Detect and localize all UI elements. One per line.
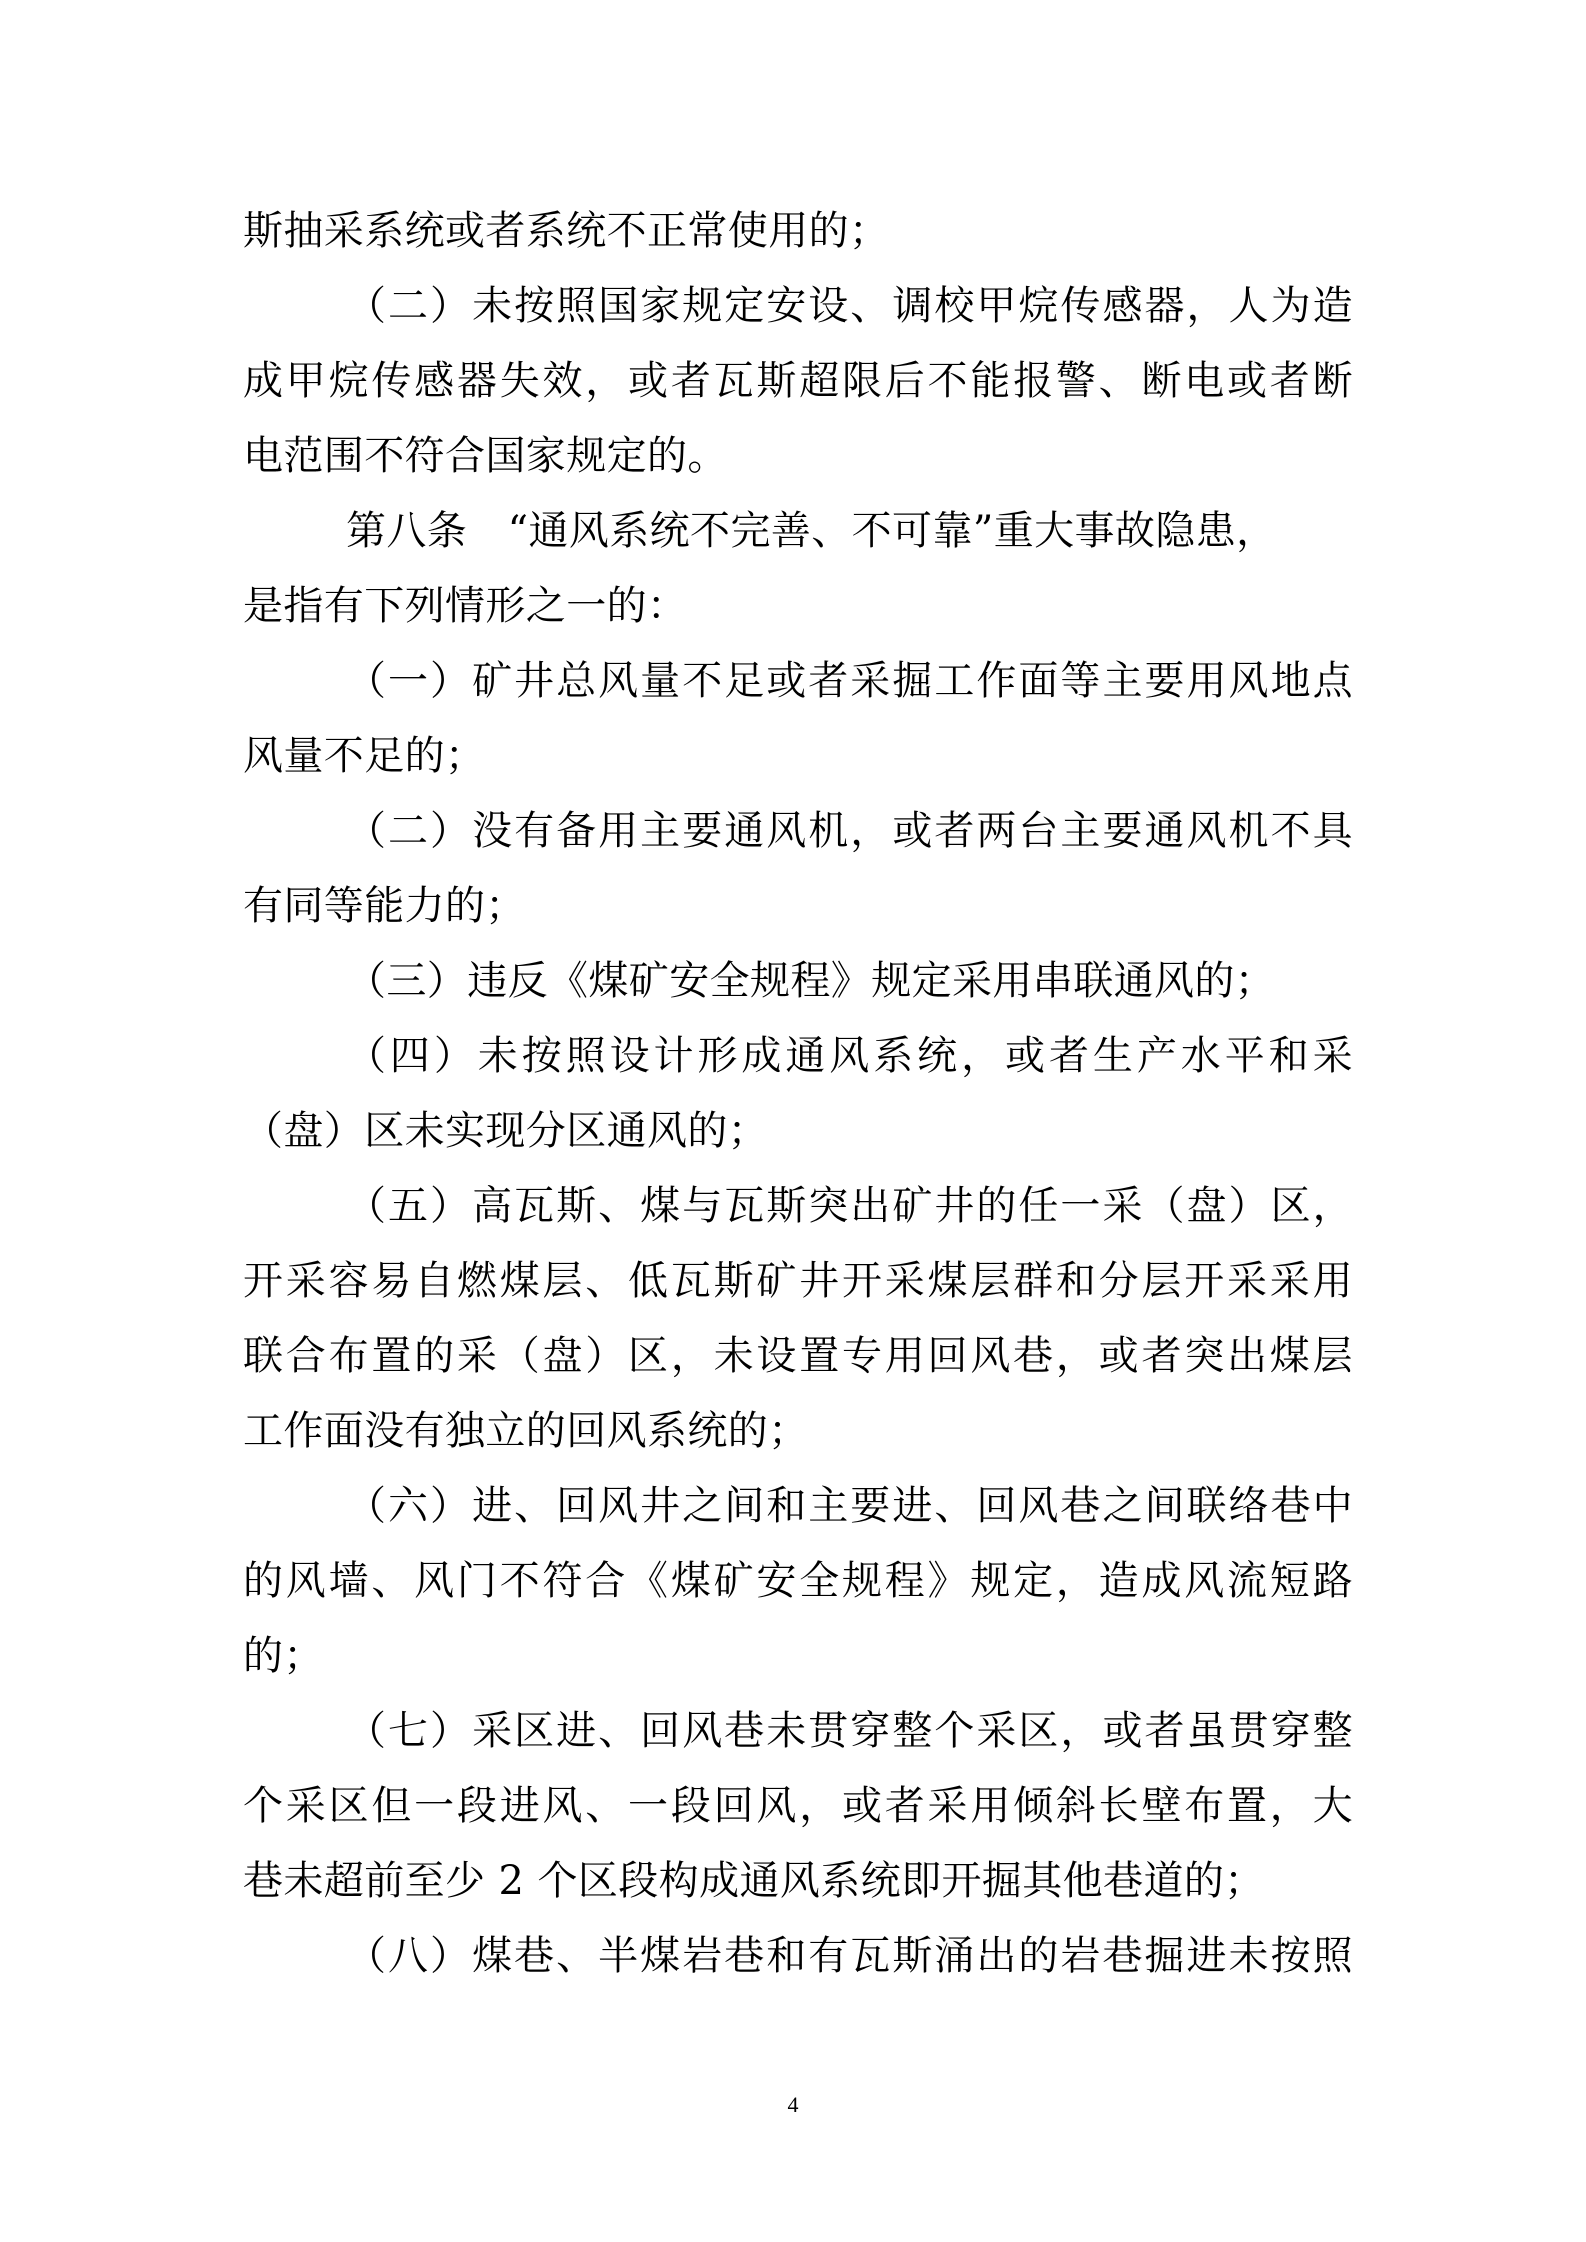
body-text <box>243 194 1353 1994</box>
text-line: 巷未超前至少 2 个区段构成通风系统即开掘其他巷道的； <box>243 1858 1265 1904</box>
text-line: （七）采区进、回风巷未贯穿整个采区，或者虽贯穿整 <box>346 1708 1353 1754</box>
text-line: （二）未按照国家规定安设、调校甲烷传感器，人为造 <box>346 283 1353 329</box>
text-line: 电范围不符合国家规定的。 <box>243 433 728 479</box>
text-line: 有同等能力的； <box>243 883 526 929</box>
text-line: 工作面没有独立的回风系统的； <box>243 1408 809 1454</box>
text-line: （五）高瓦斯、煤与瓦斯突出矿井的任一采（盘）区， <box>346 1183 1353 1229</box>
text-line: （六）进、回风井之间和主要进、回风巷之间联络巷中 <box>346 1483 1353 1529</box>
text-line: 是指有下列情形之一的： <box>243 583 688 629</box>
text-line: （八）煤巷、半煤岩巷和有瓦斯涌出的岩巷掘进未按照 <box>346 1933 1353 1979</box>
text-line: （三）违反《煤矿安全规程》规定采用串联通风的； <box>346 958 1276 1004</box>
text-line: 风量不足的； <box>243 733 486 779</box>
text-line: （四）未按照设计形成通风系统，或者生产水平和采 <box>346 1033 1353 1079</box>
article-heading-line: 第八条 “通风系统不完善、不可靠”重大事故隐患， <box>346 508 1277 554</box>
text-line: （二）没有备用主要通风机，或者两台主要通风机不具 <box>346 808 1353 854</box>
text-line: 个采区但一段进风、一段回风，或者采用倾斜长壁布置，大 <box>243 1783 1353 1829</box>
page-number: 4 <box>787 2092 799 2117</box>
text-line: （盘）区未实现分区通风的； <box>243 1108 769 1154</box>
text-line: 斯抽采系统或者系统不正常使用的； <box>243 208 890 254</box>
text-line: 的； <box>243 1633 324 1679</box>
text-line: 成甲烷传感器失效，或者瓦斯超限后不能报警、断电或者断 <box>243 358 1353 404</box>
text-line: 开采容易自燃煤层、低瓦斯矿井开采煤层群和分层开采采用 <box>243 1258 1353 1304</box>
text-line: 联合布置的采（盘）区，未设置专用回风巷，或者突出煤层 <box>243 1333 1353 1379</box>
text-line: 的风墙、风门不符合《煤矿安全规程》规定，造成风流短路 <box>243 1558 1353 1604</box>
text-line: （一）矿井总风量不足或者采掘工作面等主要用风地点 <box>346 658 1353 704</box>
